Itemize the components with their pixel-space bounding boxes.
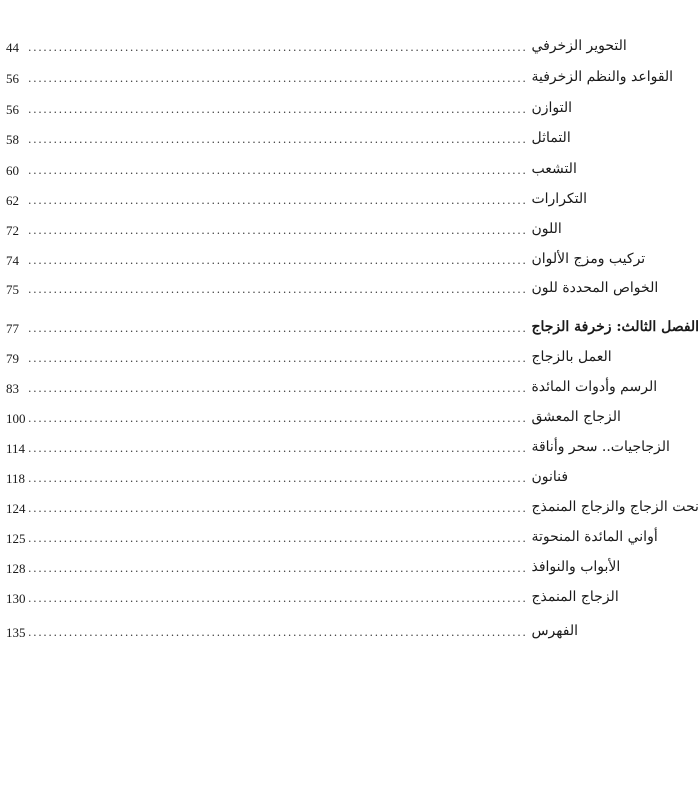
toc-page-number: 128	[6, 561, 26, 576]
toc-entry	[6, 375, 658, 397]
toc-dot-leader: ..................................................................................................	[28, 194, 528, 207]
toc-entry-title: التوازن	[531, 100, 573, 116]
toc-entry	[6, 435, 670, 457]
toc-page-number: 44	[6, 40, 19, 55]
toc-chapter-entry	[6, 315, 699, 337]
toc-entry-title: التكرارات	[531, 191, 588, 207]
toc-dot-leader: ..................................................................................................	[28, 41, 528, 54]
toc-entry	[6, 345, 612, 367]
toc-dot-leader: ..................................................................................................	[28, 254, 528, 267]
toc-page-number: 124	[6, 501, 26, 516]
toc-entry-title: الرسم وأدوات المائدة	[531, 379, 658, 395]
toc-entry	[6, 65, 674, 87]
toc-page-number: 135	[6, 625, 26, 640]
toc-page-number: 75	[6, 282, 19, 297]
toc-entry-title: الزجاج المنمذج	[531, 589, 619, 605]
toc-page-number: 62	[6, 193, 19, 208]
toc-entry	[6, 525, 658, 547]
toc-entry	[6, 405, 621, 427]
toc-dot-leader: ..................................................................................................	[28, 382, 528, 395]
toc-entry-title: التماثل	[531, 130, 571, 146]
toc-page-number: 79	[6, 351, 19, 366]
toc-entry-title: أواني المائدة المنحوتة	[531, 529, 658, 545]
toc-entry-title: فنانون	[531, 469, 569, 485]
toc-entry-title: الفهرس	[531, 623, 578, 639]
toc-page-number: 118	[6, 471, 26, 486]
toc-entry-title: الأبواب والنوافذ	[531, 559, 621, 575]
toc-dot-leader: ..................................................................................................	[28, 322, 528, 335]
toc-entry-title: تركيب ومزج الألوان	[531, 251, 646, 267]
toc-entry	[6, 495, 699, 517]
toc-entry-title: الزجاجيات.. سحر وأناقة	[531, 439, 670, 455]
toc-dot-leader: ..................................................................................................	[28, 283, 528, 296]
toc-dot-leader: ..................................................................................................	[28, 592, 528, 605]
toc-entry-title: اللون	[531, 221, 562, 237]
toc-page-number: 114	[6, 441, 26, 456]
toc-entry-title: الخواص المحددة للون	[531, 280, 659, 296]
toc-entry-title: العمل بالزجاج	[531, 349, 612, 365]
toc-entry	[6, 276, 659, 298]
toc-page-number: 130	[6, 591, 26, 606]
toc-page-number: 60	[6, 163, 19, 178]
toc-dot-leader: ..................................................................................................	[28, 164, 528, 177]
toc-dot-leader: ..................................................................................................	[28, 442, 528, 455]
toc-dot-leader: ..................................................................................................	[28, 626, 528, 639]
toc-page-number: 56	[6, 102, 19, 117]
toc-entry-title: التشعب	[531, 161, 577, 177]
toc-dot-leader: ..................................................................................................	[28, 562, 528, 575]
toc-entry	[6, 585, 619, 607]
toc-entry	[6, 96, 573, 118]
toc-chapter-title: الفصل الثالث: زخرفة الزجاج	[531, 319, 699, 335]
toc-page-number: 72	[6, 223, 19, 238]
toc-dot-leader: ..................................................................................................	[28, 224, 528, 237]
toc-page-number: 125	[6, 531, 26, 546]
toc-page-number: 77	[6, 321, 19, 336]
toc-page-number: 56	[6, 71, 19, 86]
toc-dot-leader: ..................................................................................................	[28, 472, 528, 485]
toc-dot-leader: ..................................................................................................	[28, 72, 528, 85]
toc-entry-title: نحت الزجاج والزجاج المنمذج	[531, 499, 699, 515]
toc-entry-title: القواعد والنظم الزخرفية	[531, 69, 674, 85]
toc-entry	[6, 619, 578, 641]
toc-entry	[6, 217, 562, 239]
toc-entry	[6, 157, 577, 179]
toc-dot-leader: ..................................................................................................	[28, 502, 528, 515]
toc-entry	[6, 247, 646, 269]
toc-dot-leader: ..................................................................................................	[28, 412, 528, 425]
toc-entry	[6, 126, 571, 148]
toc-dot-leader: ..................................................................................................	[28, 103, 528, 116]
toc-entry	[6, 187, 588, 209]
toc-entry-title: التحوير الزخرفي	[531, 38, 627, 54]
toc-page-number: 83	[6, 381, 19, 396]
toc-page-number: 100	[6, 411, 26, 426]
toc-entry-title: الزجاج المعشق	[531, 409, 621, 425]
toc-dot-leader: ..................................................................................................	[28, 133, 528, 146]
toc-entry	[6, 34, 627, 56]
toc-page-number: 74	[6, 253, 19, 268]
toc-page-number: 58	[6, 132, 19, 147]
toc-dot-leader: ..................................................................................................	[28, 532, 528, 545]
toc-entry	[6, 465, 569, 487]
toc-entry	[6, 555, 621, 577]
toc-dot-leader: ..................................................................................................	[28, 352, 528, 365]
